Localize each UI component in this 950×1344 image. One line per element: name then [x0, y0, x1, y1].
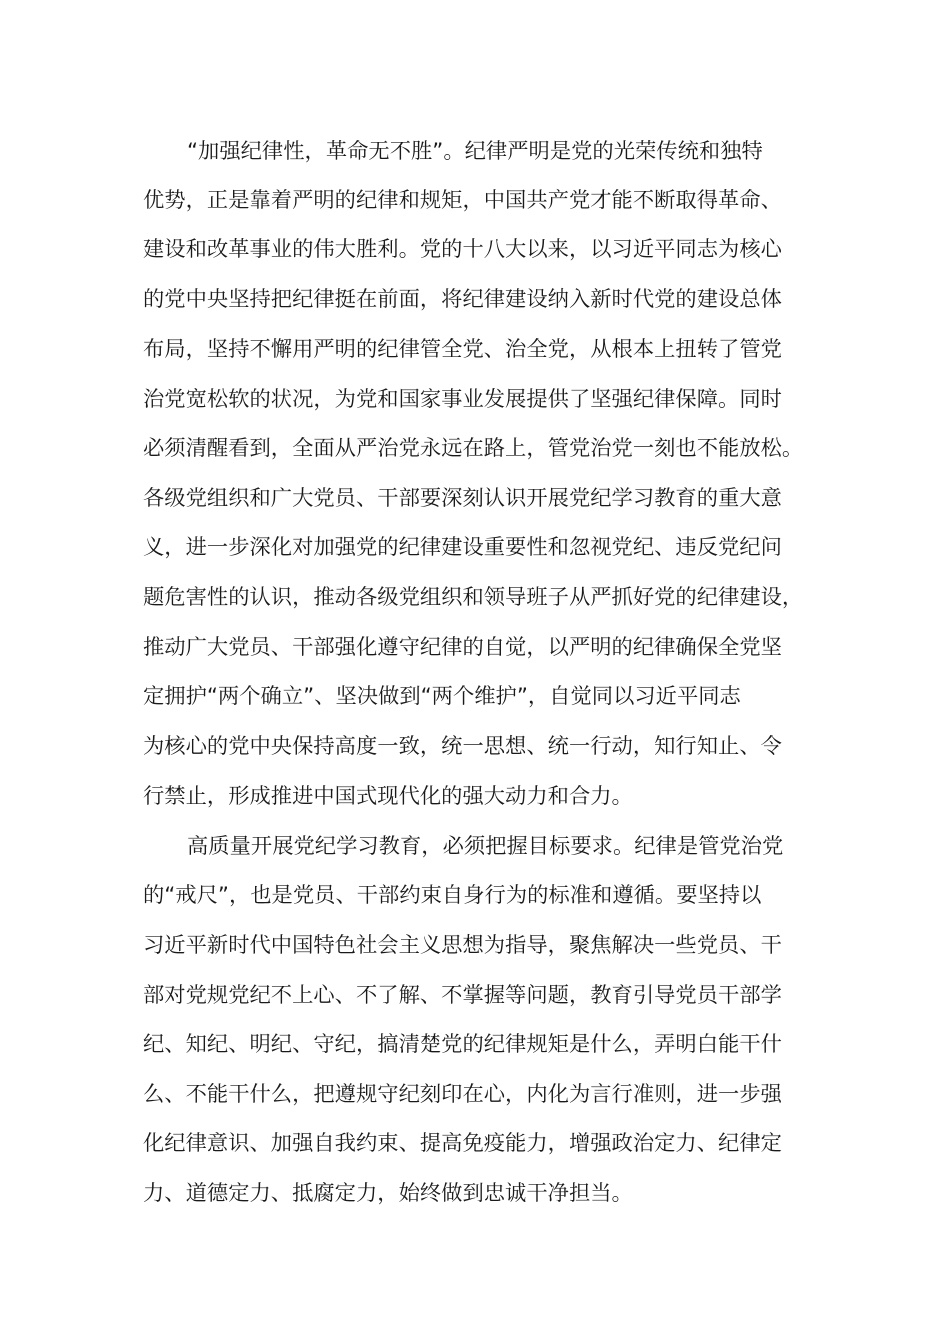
text-line: “加强纪律性，革命无不胜”。纪律严明是党的光荣传统和独特 — [187, 139, 763, 164]
text-line: 推动广大党员、干部强化遵守纪律的自觉，以严明的纪律确保全党坚 — [143, 635, 782, 660]
text-line: 题危害性的认识，推动各级党组织和领导班子从严抓好党的纪律建设， — [143, 585, 804, 610]
text-line: 么、不能干什么，把遵规守纪刻印在心，内化为言行准则，进一步强 — [143, 1082, 782, 1107]
text-line: 纪、知纪、明纪、守纪，搞清楚党的纪律规矩是什么，弄明白能干什 — [143, 1032, 782, 1057]
text-line: 高质量开展党纪学习教育，必须把握目标要求。纪律是管党治党 — [187, 834, 784, 859]
text-line: 力、道德定力、抵腐定力，始终做到忠诚干净担当。 — [143, 1181, 633, 1206]
text-line: 各级党组织和广大党员、干部要深刻认识开展党纪学习教育的重大意 — [143, 486, 782, 511]
text-line: 优势，正是靠着严明的纪律和规矩，中国共产党才能不断取得革命、 — [143, 188, 782, 213]
text-line: 建设和改革事业的伟大胜利。党的十八大以来，以习近平同志为核心 — [143, 237, 782, 262]
text-line: 定拥护“两个确立”、坚决做到“两个维护”，自觉同以习近平同志 — [143, 684, 741, 709]
text-line: 治党宽松软的状况，为党和国家事业发展提供了坚强纪律保障。同时 — [143, 387, 782, 412]
text-line: 的“戒尺”，也是党员、干部约束自身行为的标准和遵循。要坚持以 — [143, 883, 762, 908]
text-line: 行禁止，形成推进中国式现代化的强大动力和合力。 — [143, 784, 633, 809]
text-line: 义，进一步深化对加强党的纪律建设重要性和忽视党纪、违反党纪问 — [143, 535, 782, 560]
text-line: 的党中央坚持把纪律挺在前面，将纪律建设纳入新时代党的建设总体 — [143, 287, 782, 312]
text-line: 为核心的党中央保持高度一致，统一思想、统一行动，知行知止、令 — [143, 734, 782, 759]
text-line: 必须清醒看到，全面从严治党永远在路上，管党治党一刻也不能放松。 — [143, 436, 804, 461]
text-line: 布局，坚持不懈用严明的纪律管全党、治全党，从根本上扭转了管党 — [143, 337, 782, 362]
text-line: 习近平新时代中国特色社会主义思想为指导，聚焦解决一些党员、干 — [143, 933, 782, 958]
text-line: 部对党规党纪不上心、不了解、不掌握等问题，教育引导党员干部学 — [143, 983, 782, 1008]
text-line: 化纪律意识、加强自我约束、提高免疫能力，增强政治定力、纪律定 — [143, 1131, 782, 1156]
